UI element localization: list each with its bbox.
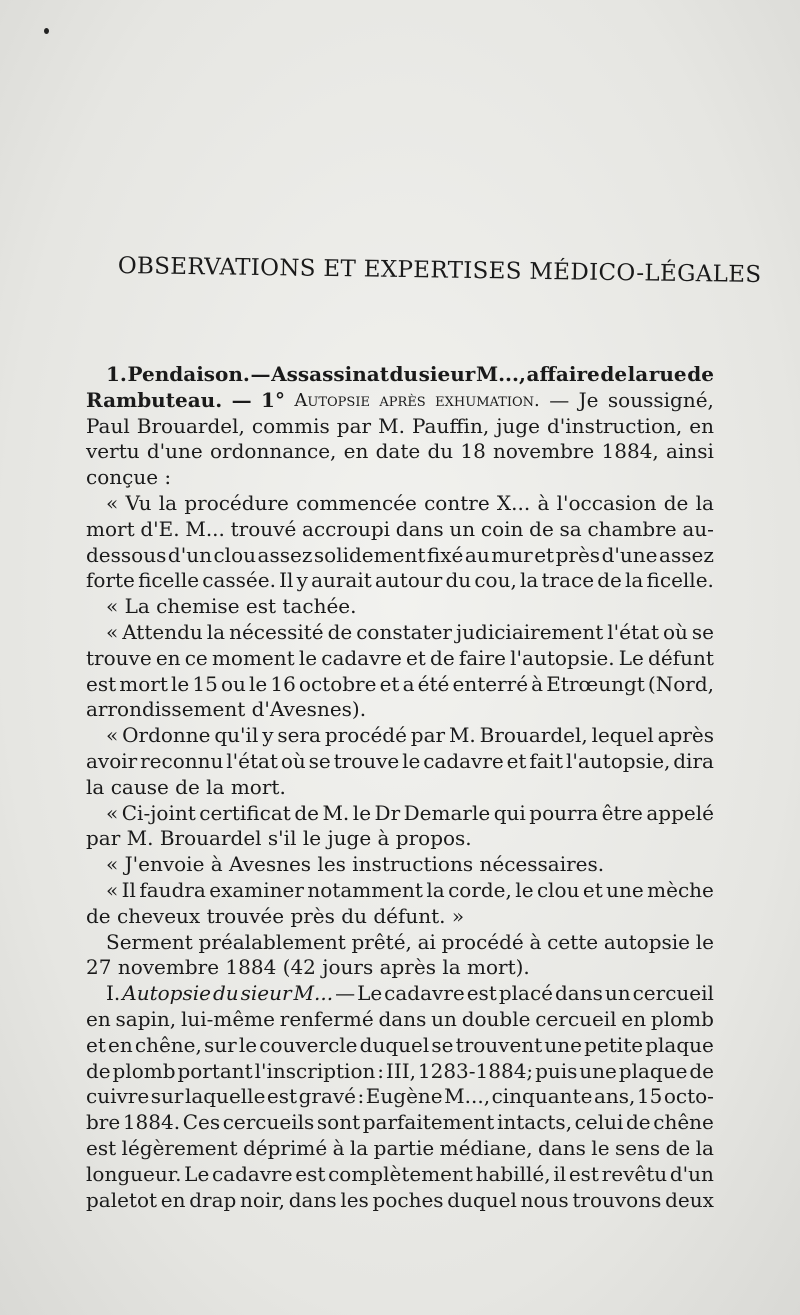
text-line: Rambuteau. — 1° Autopsie après exhumation. — Je soussigné, [86, 387, 714, 412]
text-line: mort d'E. M... trouvé accroupi dans un coin de sa chambre au- [86, 516, 714, 541]
text-line: Paul Brouardel, commis par M. Pauffin, juge d'instruction, en [86, 413, 714, 438]
text-line: I. Autopsie du sieur M... — Le cadavre est placé dans un cercueil [106, 981, 714, 1006]
text-line: « J'envoie à Avesnes les instructions nécessaires. [106, 852, 605, 877]
text-line: et en chêne, sur le couvercle duquel se trouvent une petite plaque [86, 1032, 714, 1057]
text-line: longueur. Le cadavre est complètement habillé, il est revêtu d'un [86, 1161, 714, 1186]
text-line: cuivre sur laquelle est gravé : Eugène M..., cinquante ans, 15 octo- [86, 1084, 714, 1109]
text-line: Serment préalablement prêté, ai procédé à cette autopsie le [106, 929, 714, 954]
text-line: forte ficelle cassée. Il y aurait autour du cou, la trace de la ficelle. [86, 568, 714, 593]
text-line: par M. Brouardel s'il le juge à propos. [86, 826, 472, 851]
text-line: trouve en ce moment le cadavre et de faire l'autopsie. Le défunt [86, 645, 714, 670]
text-line: 1. Pendaison. — Assassinat du sieur M..., affaire de la rue de [106, 362, 714, 386]
ink-speck [44, 28, 49, 34]
text-line: « Ordonne qu'il y sera procédé par M. Brouardel, lequel après [106, 723, 714, 748]
text-line: dessous d'un clou assez solidement fixé au mur et près d'une assez [86, 542, 714, 567]
text-line: « Il faudra examiner notamment la corde, le clou et une mèche [106, 877, 714, 902]
text-line: bre 1884. Ces cercueils sont parfaitement intacts, celui de chêne [86, 1110, 714, 1135]
text-line: « La chemise est tachée. [106, 594, 357, 619]
text-line: est mort le 15 ou le 16 octobre et a été enterré à Etrœungt (Nord, [86, 671, 714, 696]
text-line: est légèrement déprimé à la partie médiane, dans le sens de la [86, 1135, 714, 1160]
text-line: avoir reconnu l'état où se trouve le cadavre et fait l'autopsie, dira [86, 748, 714, 773]
text-line: conçue : [86, 465, 172, 490]
text-line: arrondissement d'Avesnes). [86, 697, 367, 722]
text-line: de plomb portant l'inscription : III, 1283-1884; puis une plaque de [86, 1058, 714, 1083]
text-line: « Ci-joint certificat de M. le Dr Demarle qui pourra être appelé [106, 800, 714, 825]
text-line: « Vu la procédure commencée contre X... à l'occasion de la [106, 490, 714, 515]
text-line: vertu d'une ordonnance, en date du 18 novembre 1884, ainsi [86, 439, 714, 464]
text-line: la cause de la mort. [86, 774, 286, 799]
page-title: OBSERVATIONS ET EXPERTISES MÉDICO-LÉGALES [117, 253, 762, 288]
text-line: paletot en drap noir, dans les poches duquel nous trouvons deux [86, 1187, 714, 1212]
text-line: de cheveux trouvée près du défunt. » [86, 903, 465, 928]
text-line: en sapin, lui-même renfermé dans un double cercueil en plomb [86, 1006, 714, 1031]
text-line: « Attendu la nécessité de constater judiciairement l'état où se [106, 619, 714, 644]
text-line: 27 novembre 1884 (42 jours après la mort). [86, 955, 530, 980]
body-text [86, 362, 714, 1213]
